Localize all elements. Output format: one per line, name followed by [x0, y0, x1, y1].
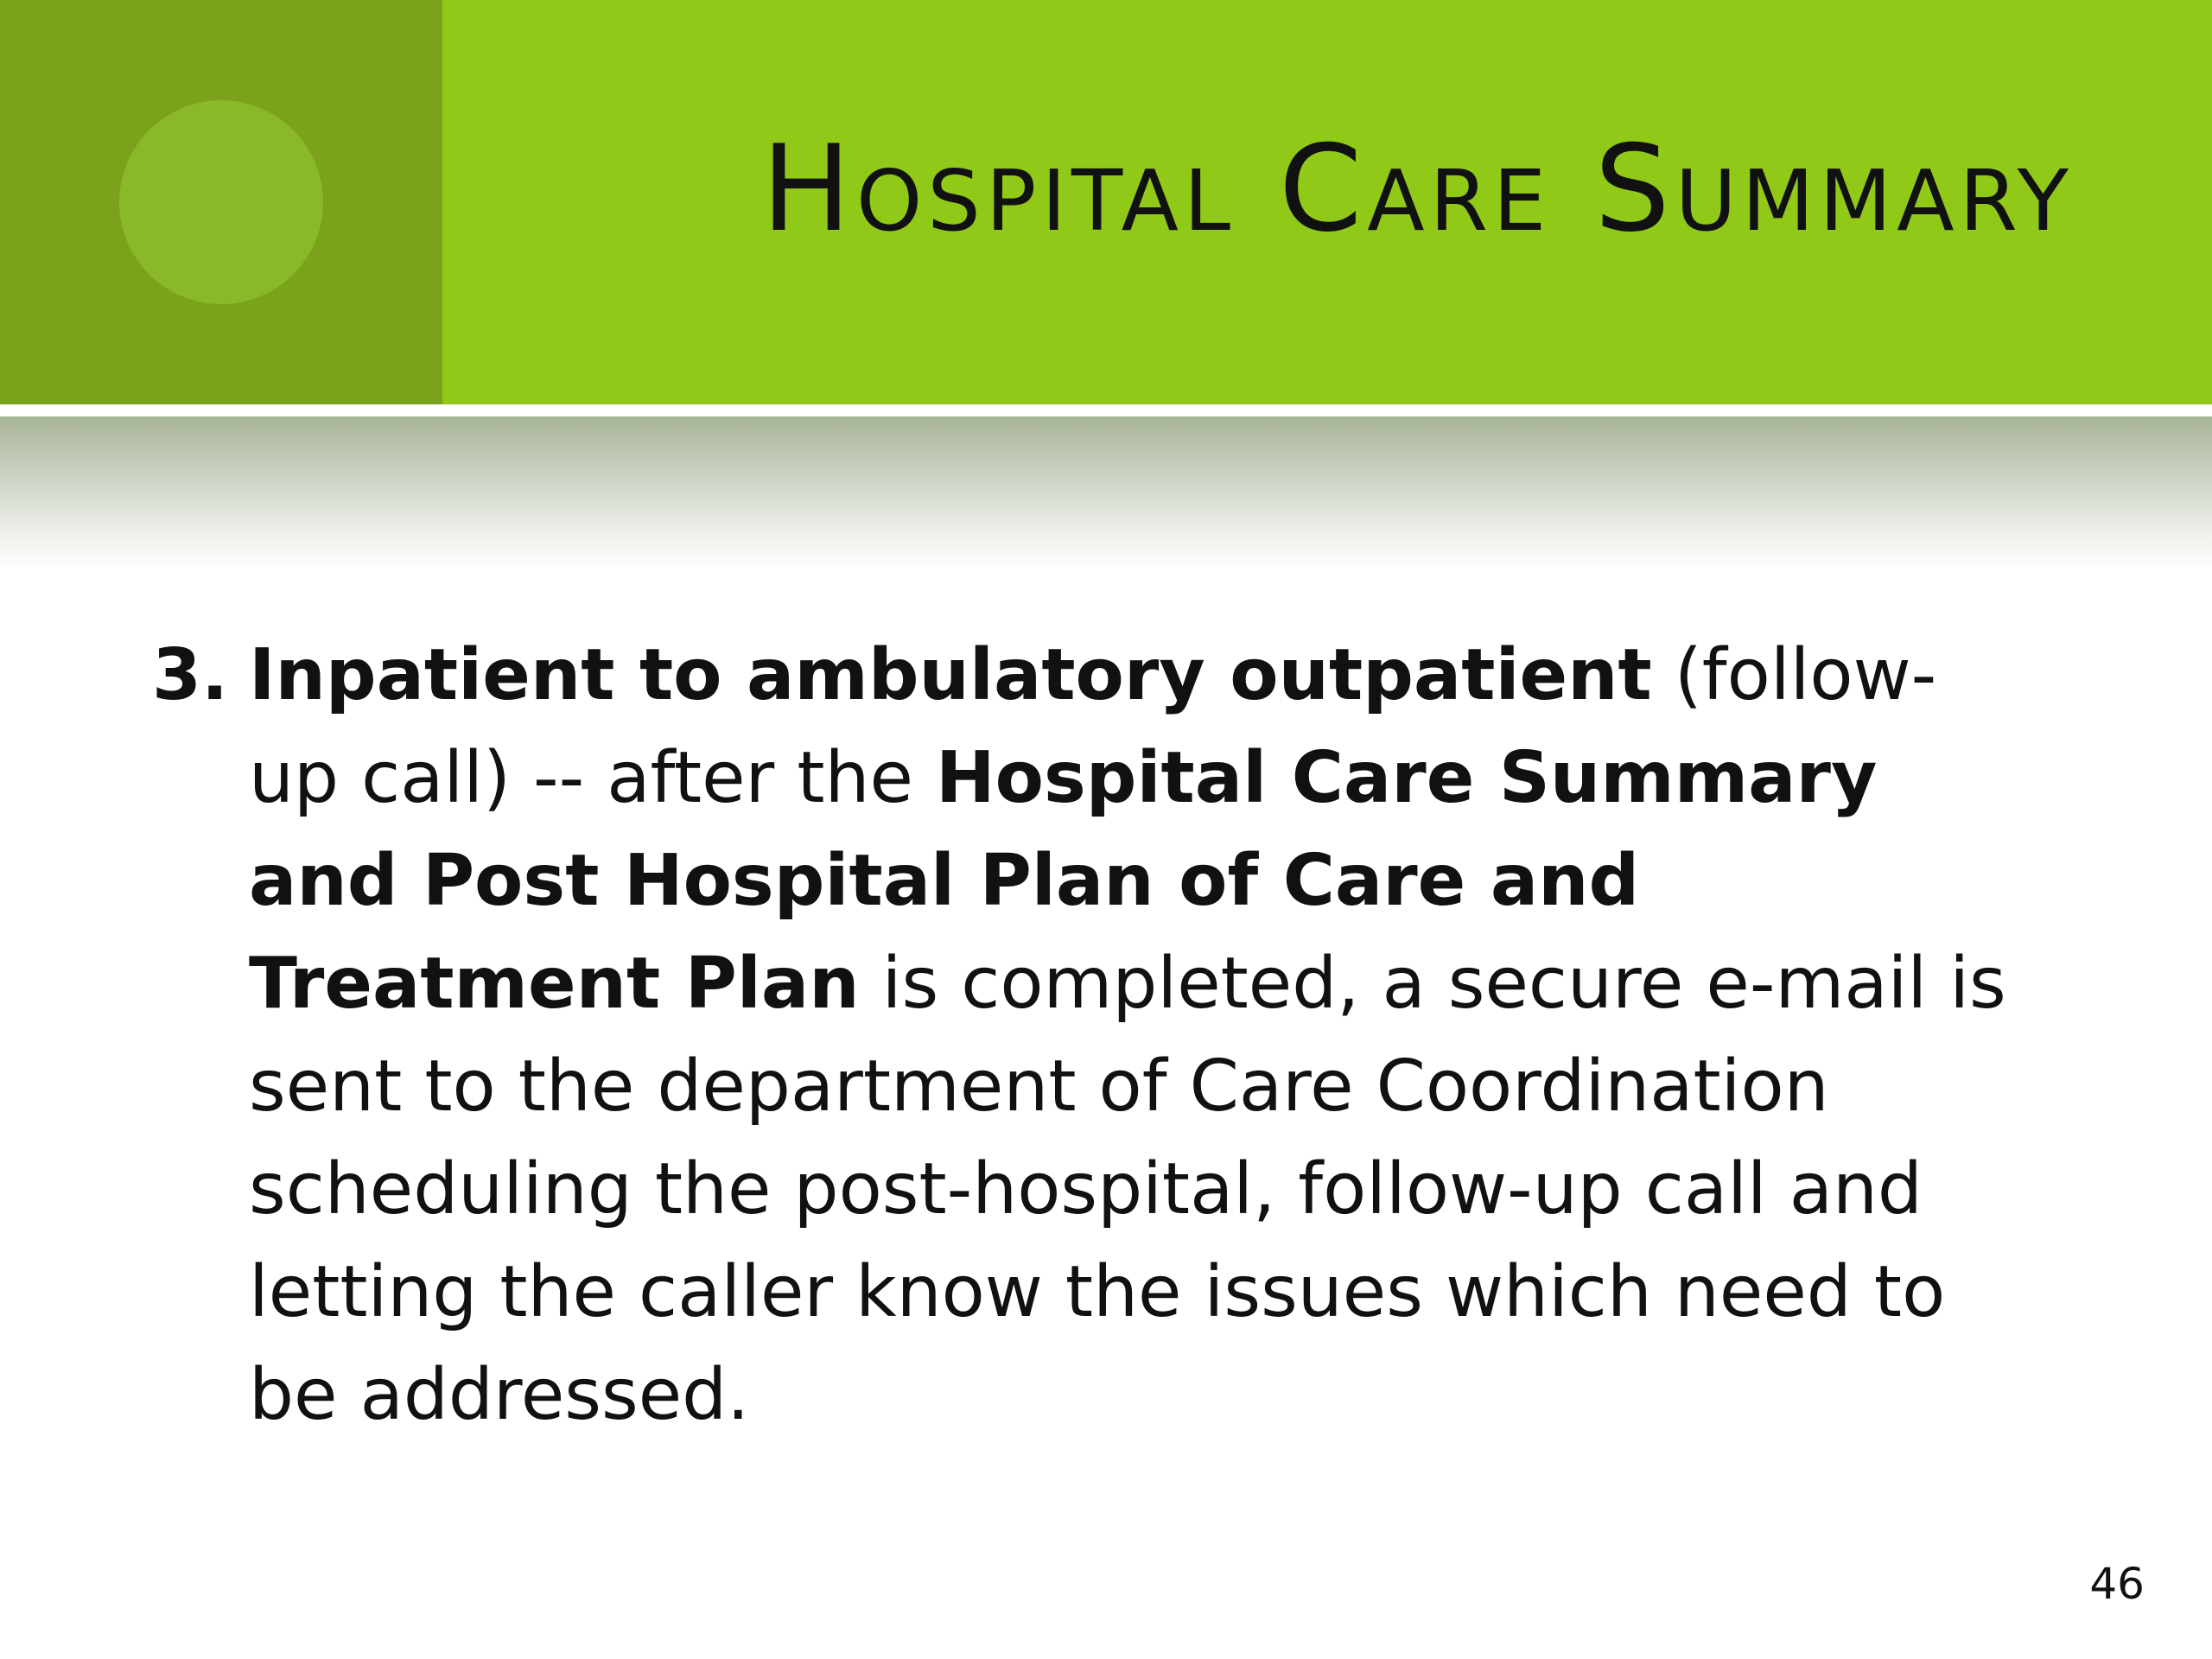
corner-accent-block — [0, 0, 442, 404]
emphasis-care-summary-plan: Hospital Care Summary and Post Hospital Plan of Care and Treatment Plan — [249, 737, 1878, 1025]
header-divider — [0, 404, 2212, 416]
circle-decoration-icon — [119, 100, 323, 304]
slide-title: Hospital Care Summary — [761, 119, 2074, 258]
list-item-text — [249, 624, 2010, 1446]
header-shadow — [0, 416, 2212, 570]
text-follow-up-call: (follow-up call) -- after the — [249, 634, 1937, 819]
page-number: 46 — [2089, 1559, 2145, 1609]
emphasis-inpatient-to-outpatient: Inpatient to ambulatory outpatient — [249, 634, 1652, 716]
slide-body — [152, 624, 2010, 1446]
header-band — [0, 0, 2212, 404]
text-completion-email: is completed, a secure e-mail is sent to the department of Care Coordination scheduling the post-hospital, follow-up call and letting the caller know the issues which need to be addressed. — [249, 943, 2006, 1436]
list-item — [152, 624, 2010, 1446]
list-item-number: 3. — [152, 634, 229, 716]
